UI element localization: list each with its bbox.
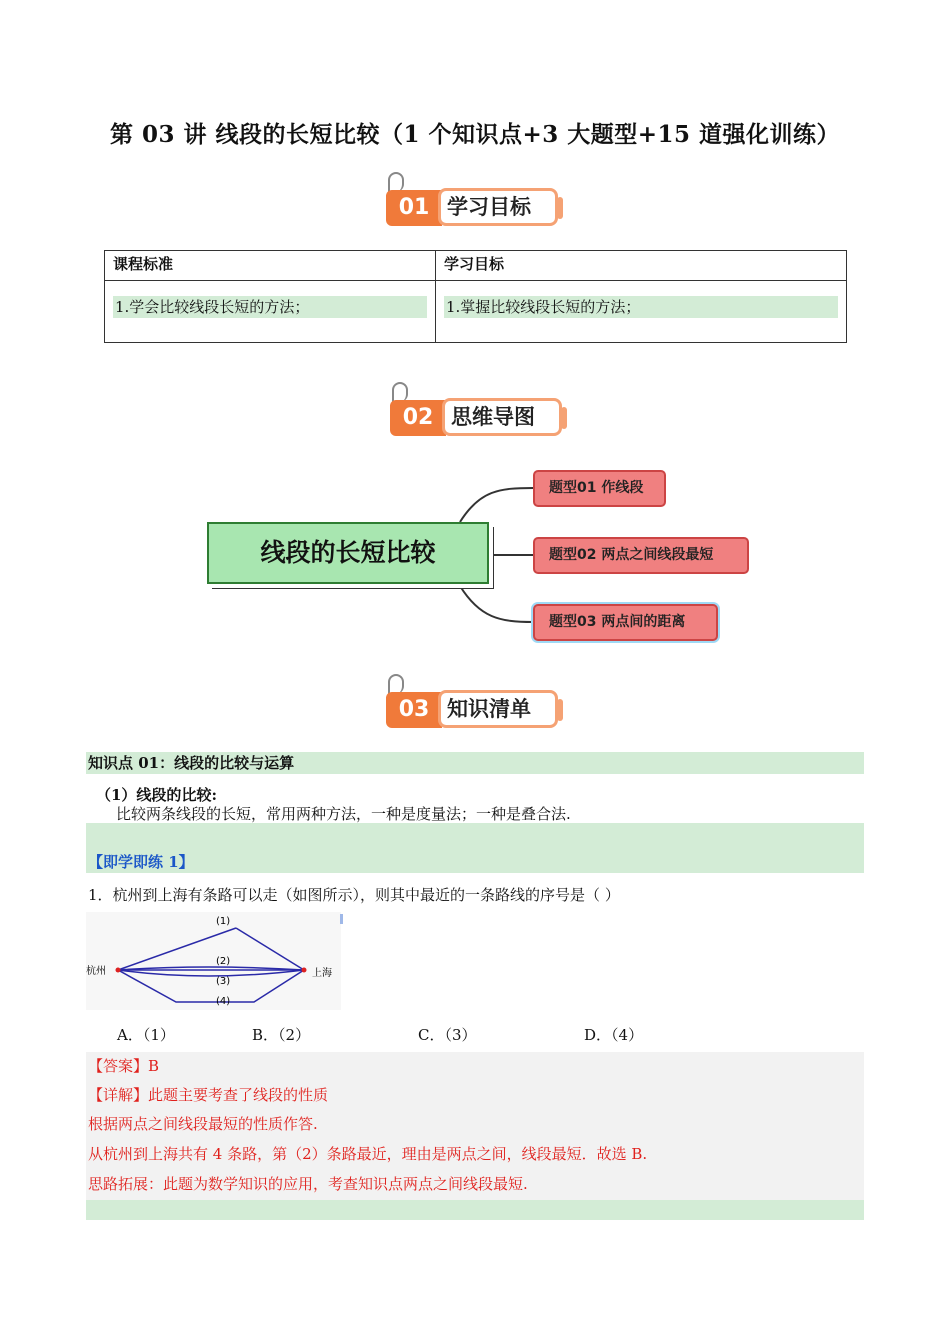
option-b: B．（2） bbox=[252, 1026, 311, 1044]
knowledge-point-title: 知识点 01：线段的比较与运算 bbox=[88, 754, 295, 772]
figure-start-label: 杭州 bbox=[86, 966, 106, 977]
section-number: 02 bbox=[390, 400, 446, 436]
page-title: 第 03 讲 线段的长短比较（1 个知识点+3 大题型+15 道强化训练） bbox=[109, 121, 841, 148]
mindmap-node-1: 题型01 作线段 bbox=[533, 470, 666, 507]
section-label: 学习目标 bbox=[438, 188, 558, 226]
option-a: A．（1） bbox=[117, 1026, 175, 1044]
route-label-1: (1) bbox=[216, 916, 231, 927]
route-label-3: (3) bbox=[216, 976, 231, 987]
route-label-4: (4) bbox=[216, 996, 231, 1007]
goals-cell-standard: 1.学会比较线段长短的方法； bbox=[105, 281, 436, 343]
knowledge-paragraph: 比较两条线段的长短，常用两种方法，一种是度量法；一种是叠合法. bbox=[116, 805, 571, 823]
goals-header-target: 学习目标 bbox=[436, 251, 847, 281]
mindmap-center: 线段的长短比较 bbox=[207, 522, 489, 584]
mindmap-node-2: 题型02 两点之间线段最短 bbox=[533, 537, 749, 574]
answer-text: 【答案】B bbox=[88, 1057, 160, 1075]
route-label-2: (2) bbox=[216, 956, 231, 967]
detail-label: 【详解】此题主要考查了线段的性质 bbox=[88, 1086, 329, 1104]
practice-label: 【即学即练 1】 bbox=[88, 853, 194, 871]
figure-cursor-mark bbox=[340, 914, 343, 924]
knowledge-point-bar bbox=[86, 752, 864, 774]
detail-line-1: 根据两点之间线段最短的性质作答. bbox=[88, 1115, 318, 1133]
goals-header-standard: 课程标准 bbox=[105, 251, 436, 281]
figure-end-label: 上海 bbox=[312, 968, 332, 979]
option-d: D．（4） bbox=[584, 1026, 644, 1044]
bottom-bar bbox=[86, 1200, 864, 1220]
practice-bar bbox=[86, 823, 864, 873]
section-number: 03 bbox=[386, 692, 442, 728]
detail-line-3: 思路拓展：此题为数学知识的应用，考查知识点两点之间线段最短. bbox=[88, 1175, 528, 1193]
section-label: 知识清单 bbox=[438, 690, 558, 728]
mindmap-node-3: 题型03 两点间的距离 bbox=[533, 604, 718, 641]
question-text: 1．杭州到上海有条路可以走（如图所示），则其中最近的一条路线的序号是（ ） bbox=[88, 886, 620, 904]
section-badge-knowledge bbox=[386, 682, 571, 730]
section-label: 思维导图 bbox=[442, 398, 562, 436]
knowledge-subtitle: （1）线段的比较: bbox=[96, 786, 217, 804]
route-figure bbox=[86, 912, 346, 1012]
detail-line-2: 从杭州到上海共有 4 条路，第（2）条路最近，理由是两点之间，线段最短．故选 B. bbox=[88, 1145, 648, 1163]
section-number: 01 bbox=[386, 190, 442, 226]
option-c: C．（3） bbox=[418, 1026, 477, 1044]
goals-cell-target: 1.掌握比较线段长短的方法； bbox=[436, 281, 847, 343]
